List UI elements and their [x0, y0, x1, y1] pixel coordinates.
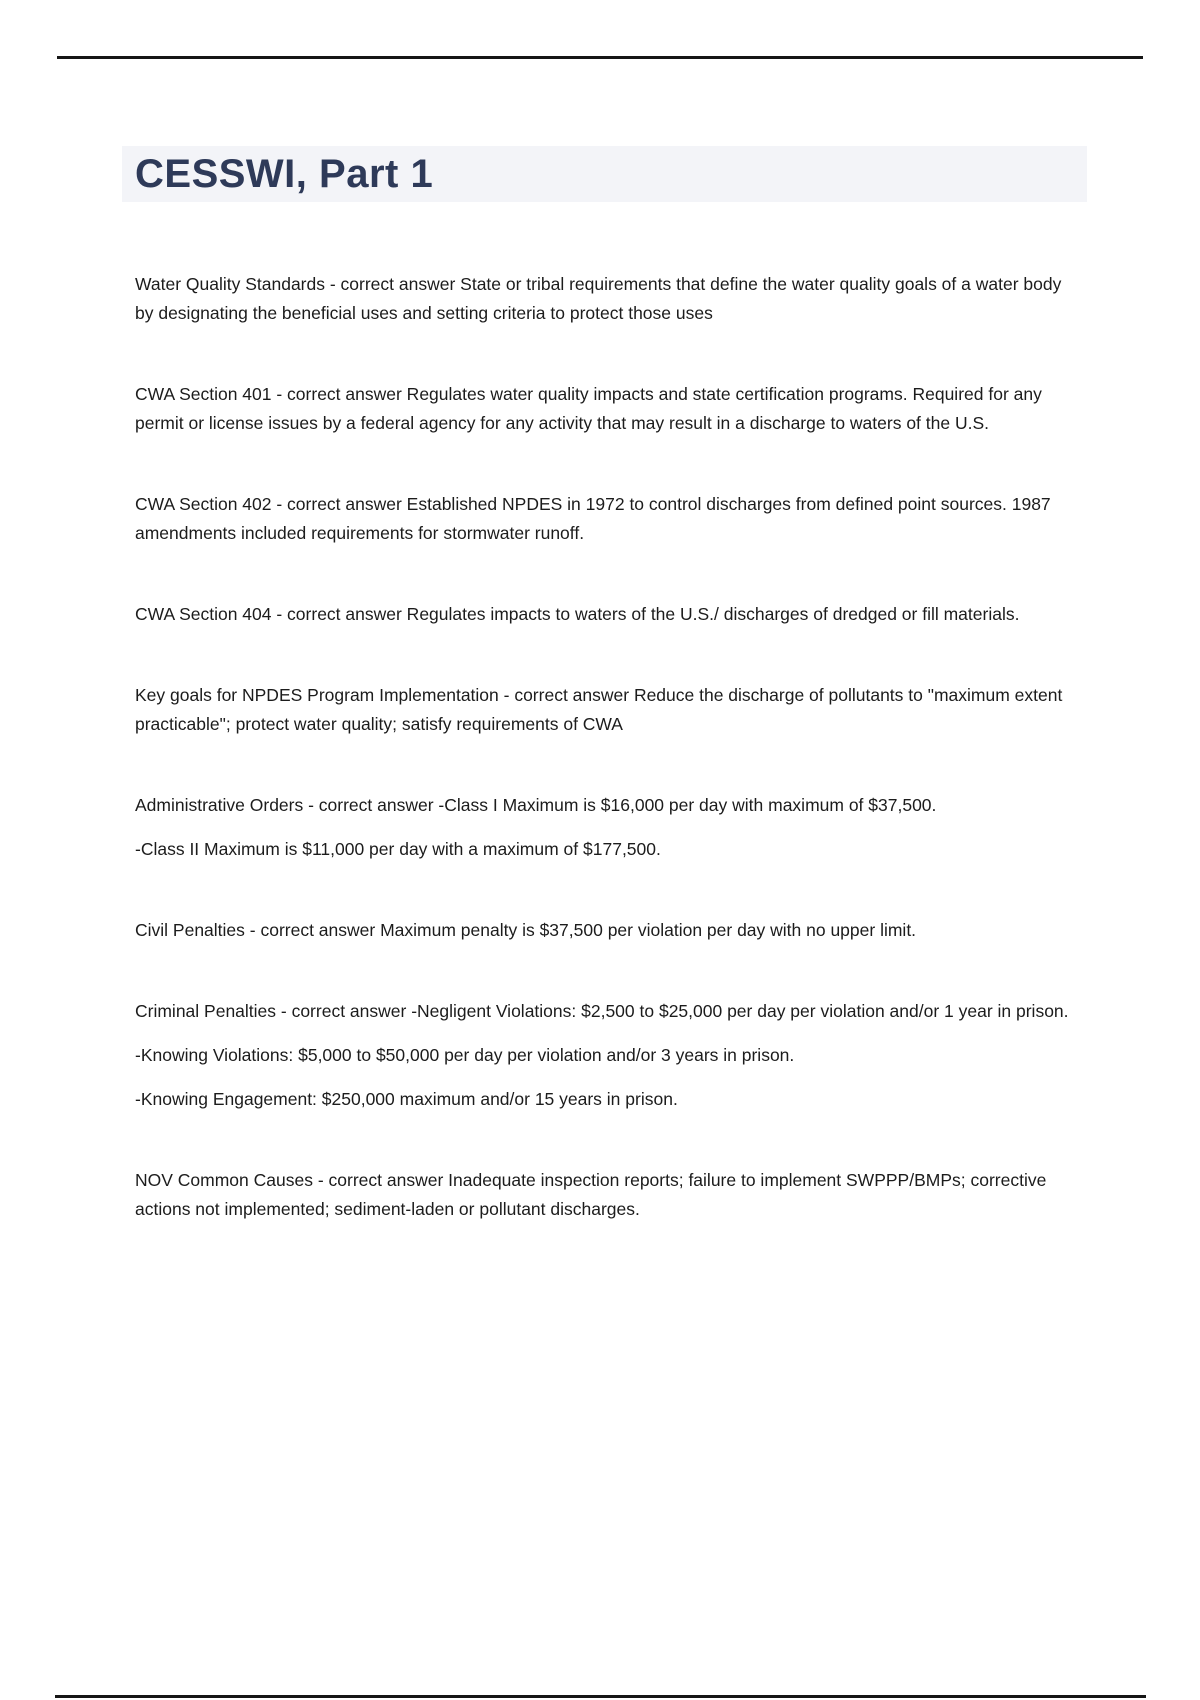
qa-paragraph: CWA Section 402 - correct answer Established NPDES in 1972 to control discharges from defined point sources. 1987 amendments included requirements for stormwater runoff. [135, 494, 1051, 543]
qa-item [135, 490, 1070, 548]
title-highlight [122, 146, 1087, 202]
qa-item [135, 380, 1070, 438]
qa-paragraph: Criminal Penalties - correct answer -Negligent Violations: $2,500 to $25,000 per day per violation and/or 1 year in prison. [135, 1001, 1069, 1021]
qa-paragraph: Civil Penalties - correct answer Maximum penalty is $37,500 per violation per day with no upper limit. [135, 920, 917, 940]
qa-paragraph: -Knowing Violations: $5,000 to $50,000 per day per violation and/or 3 years in prison. [135, 1045, 795, 1065]
qa-item [135, 681, 1070, 739]
page-title: CESSWI, Part 1 [135, 152, 434, 196]
qa-item [135, 270, 1070, 328]
qa-paragraph: CWA Section 404 - correct answer Regulates impacts to waters of the U.S./ discharges of dredged or fill materials. [135, 604, 1020, 624]
qa-item [135, 600, 1070, 629]
bottom-horizontal-rule [55, 1695, 1146, 1698]
qa-paragraph: -Class II Maximum is $11,000 per day with a maximum of $177,500. [135, 839, 661, 859]
qa-paragraph: CWA Section 401 - correct answer Regulates water quality impacts and state certification programs. Required for any permit or license issues by a federal agency for any activity that may result in a discharge to waters of the U.S. [135, 384, 1042, 433]
qa-list [135, 270, 1070, 1224]
qa-paragraph: NOV Common Causes - correct answer Inadequate inspection reports; failure to implement SWPPP/BMPs; corrective actions not implemented; sediment-laden or pollutant discharges. [135, 1170, 1047, 1219]
qa-paragraph: Key goals for NPDES Program Implementation - correct answer Reduce the discharge of pollutants to "maximum extent practicable"; protect water quality; satisfy requirements of CWA [135, 685, 1063, 734]
qa-paragraph: -Knowing Engagement: $250,000 maximum and/or 15 years in prison. [135, 1089, 678, 1109]
qa-paragraph: Administrative Orders - correct answer -Class I Maximum is $16,000 per day with maximum of $37,500. [135, 795, 937, 815]
qa-item [135, 791, 1070, 864]
qa-paragraph: Water Quality Standards - correct answer State or tribal requirements that define the water quality goals of a water body by designating the beneficial uses and setting criteria to protect those uses [135, 274, 1062, 323]
qa-item [135, 916, 1070, 945]
page-content [135, 146, 1070, 1276]
qa-item [135, 997, 1070, 1114]
qa-item [135, 1166, 1070, 1224]
top-horizontal-rule [57, 56, 1143, 59]
